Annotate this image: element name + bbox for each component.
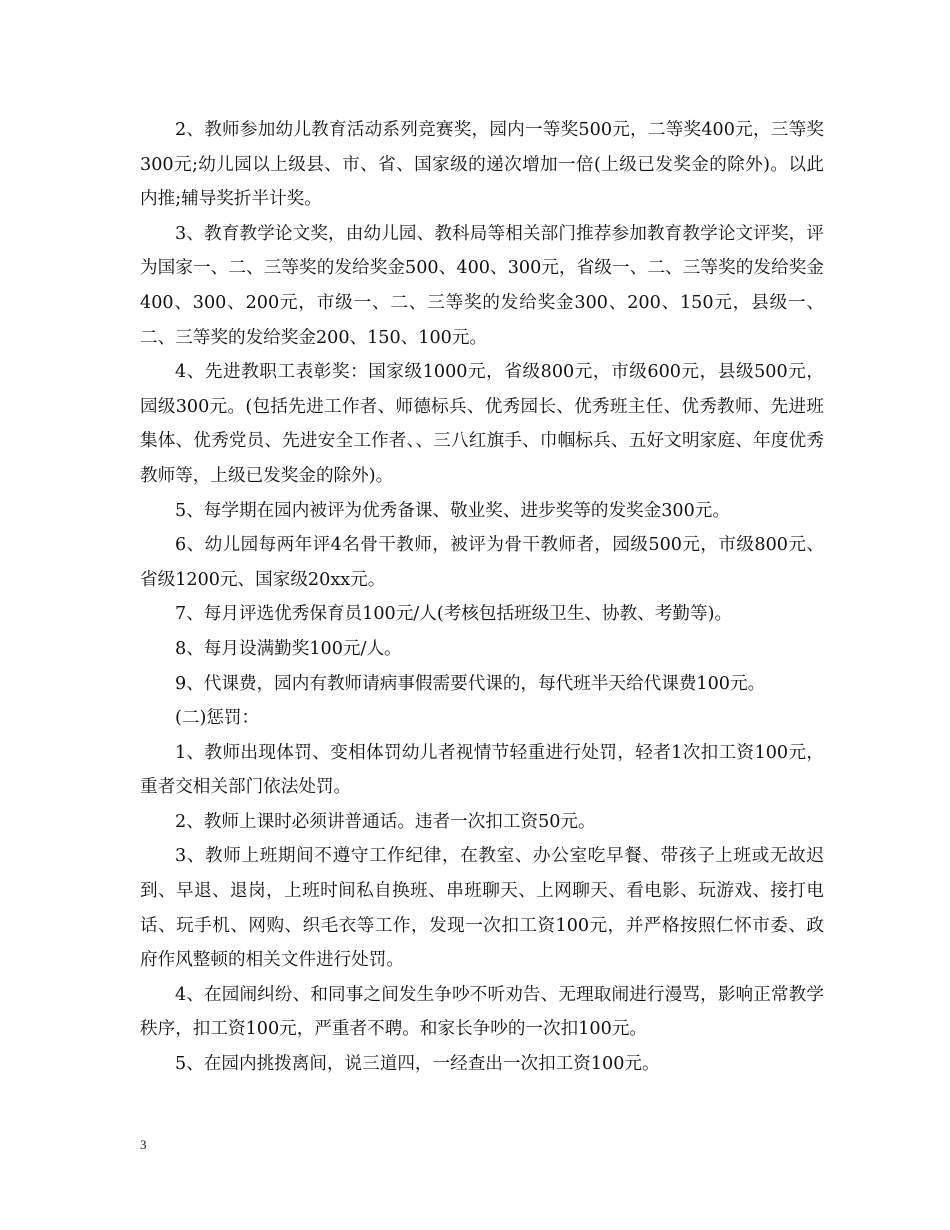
paragraph-penalty-5: 5、在园内挑拨离间，说三道四，一经查出一次扣工资100元。 (175, 1054, 660, 1075)
paragraph-reward-2: 2、教师参加幼儿教育活动系列竞赛奖，园内一等奖500元，二等奖400元，三等奖300元;幼儿园以上级县、市、省、国家级的递次增加一倍(上级已发奖金的除外)。以此内推;辅导奖折半计奖。 (140, 120, 824, 210)
paragraph-penalty-4: 4、在园闹纠纷、和同事之间发生争吵不听劝告、无理取闹进行漫骂，影响正常教学秩序，扣工资100元，严重者不聘。和家长争吵的一次扣100元。 (140, 984, 824, 1040)
paragraph-penalty-1: 1、教师出现体罚、变相体罚幼儿者视情节轻重进行处罚，轻者1次扣工资100元，重者交相关部门依法处罚。 (140, 742, 824, 798)
page-number: 3 (140, 1137, 147, 1152)
paragraph-reward-7: 7、每月评选优秀保育员100元/人(考核包括班级卫生、协教、考勤等)。 (175, 604, 733, 625)
section-heading-penalty: (二)惩罚： (175, 708, 260, 729)
paragraph-penalty-2: 2、教师上课时必须讲普通话。违者一次扣工资50元。 (175, 811, 596, 832)
paragraph-reward-8: 8、每月设满勤奖100元/人。 (175, 638, 402, 659)
paragraph-reward-9: 9、代课费，园内有教师请病事假需要代课的，每代班半天给代课费100元。 (175, 673, 766, 694)
paragraph-reward-4: 4、先进教职工表彰奖：国家级1000元，省级800元，市级600元，县级500元，园级300元。(包括先进工作者、师德标兵、优秀园长、优秀班主任、优秀教师、先进班集体、优秀党员、先进安全工作者、、三八红旗手、巾帼标兵、五好文明家庭、年度优秀教师等，上级已发奖金的除外)。 (140, 362, 824, 486)
document-body (140, 113, 824, 1082)
paragraph-penalty-3: 3、教师上班期间不遵守工作纪律，在教室、办公室吃早餐、带孩子上班或无故迟到、早退、退岗，上班时间私自换班、串班聊天、上网聊天、看电影、玩游戏、接打电话、玩手机、网购、织毛衣等工作，发现一次扣工资100元，并严格按照仁怀市委、政府作风整顿的相关文件进行处罚。 (140, 846, 824, 971)
paragraph-reward-3: 3、教育教学论文奖，由幼儿园、教科局等相关部门推荐参加教育教学论文评奖，评为国家一、二、三等奖的发给奖金500、400、300元，省级一、二、三等奖的发给奖金400、300、200元，市级一、二、三等奖的发给奖金300、200、150元，县级一、二、三等奖的发给奖金200、150、100元。 (140, 223, 824, 348)
paragraph-reward-6: 6、幼儿园每两年评4名骨干教师，被评为骨干教师者，园级500元，市级800元、省级1200元、国家级20xx元。 (140, 535, 824, 590)
paragraph-reward-5: 5、每学期在园内被评为优秀备课、敬业奖、进步奖等的发奖金300元。 (175, 500, 730, 521)
